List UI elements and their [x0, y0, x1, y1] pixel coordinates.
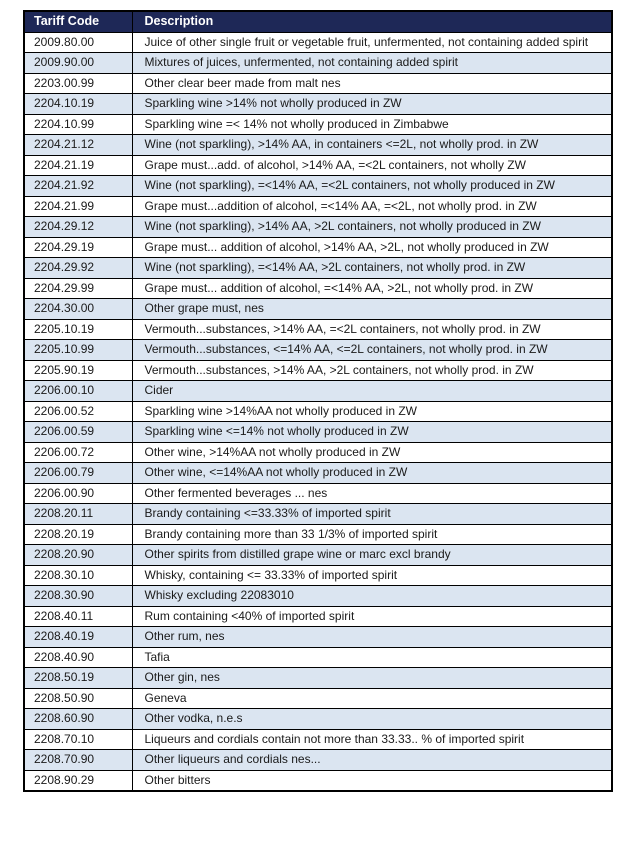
table-row: [24, 381, 612, 402]
tariff-code-cell: 2204.10.19: [24, 94, 132, 115]
tariff-code-cell: 2205.90.19: [24, 360, 132, 381]
description-cell: Sparkling wine =< 14% not wholly produced in Zimbabwe: [132, 114, 612, 135]
tariff-code-cell: 2208.70.90: [24, 750, 132, 771]
description-cell: Vermouth...substances, >14% AA, >2L containers, not wholly prod. in ZW: [132, 360, 612, 381]
tariff-code-cell: 2208.70.10: [24, 729, 132, 750]
table-row: [24, 258, 612, 279]
description-cell: Tafia: [132, 647, 612, 668]
tariff-code-cell: 2208.40.90: [24, 647, 132, 668]
table-row: [24, 545, 612, 566]
table-row: [24, 360, 612, 381]
table-row: [24, 73, 612, 94]
description-cell: Rum containing <40% of imported spirit: [132, 606, 612, 627]
description-cell: Liqueurs and cordials contain not more than 33.33.. % of imported spirit: [132, 729, 612, 750]
table-row: [24, 729, 612, 750]
tariff-code-cell: 2204.29.12: [24, 217, 132, 238]
tariff-code-cell: 2208.30.90: [24, 586, 132, 607]
description-cell: Cider: [132, 381, 612, 402]
tariff-code-cell: 2205.10.99: [24, 340, 132, 361]
table-row: [24, 750, 612, 771]
tariff-code-cell: 2206.00.59: [24, 422, 132, 443]
table-body: [24, 32, 612, 791]
table-row: [24, 770, 612, 791]
tariff-code-cell: 2206.00.90: [24, 483, 132, 504]
table-row: [24, 688, 612, 709]
table-row: [24, 422, 612, 443]
description-cell: Brandy containing more than 33 1/3% of imported spirit: [132, 524, 612, 545]
tariff-code-cell: 2208.30.10: [24, 565, 132, 586]
tariff-code-cell: 2204.21.99: [24, 196, 132, 217]
table-row: [24, 196, 612, 217]
tariff-code-cell: 2204.21.19: [24, 155, 132, 176]
tariff-code-cell: 2206.00.72: [24, 442, 132, 463]
description-cell: Other wine, <=14%AA not wholly produced in ZW: [132, 463, 612, 484]
table-row: [24, 278, 612, 299]
description-cell: Other spirits from distilled grape wine or marc excl brandy: [132, 545, 612, 566]
description-cell: Other grape must, nes: [132, 299, 612, 320]
tariff-code-cell: 2208.40.11: [24, 606, 132, 627]
tariff-code-cell: 2208.20.11: [24, 504, 132, 525]
table-row: [24, 627, 612, 648]
table-row: [24, 53, 612, 74]
table-row: [24, 463, 612, 484]
tariff-code-cell: 2204.29.92: [24, 258, 132, 279]
description-cell: Sparkling wine <=14% not wholly produced in ZW: [132, 422, 612, 443]
description-cell: Wine (not sparkling), =<14% AA, =<2L containers, not wholly produced in ZW: [132, 176, 612, 197]
description-cell: Juice of other single fruit or vegetable fruit, unfermented, not containing added spirit: [132, 32, 612, 53]
table-row: [24, 586, 612, 607]
table-row: [24, 114, 612, 135]
table-row: [24, 504, 612, 525]
tariff-code-cell: 2204.29.99: [24, 278, 132, 299]
tariff-code-cell: 2208.60.90: [24, 709, 132, 730]
table-header: [24, 11, 612, 32]
description-cell: Other clear beer made from malt nes: [132, 73, 612, 94]
tariff-code-cell: 2009.80.00: [24, 32, 132, 53]
table-row: [24, 237, 612, 258]
tariff-codes-table: [23, 10, 613, 792]
table-row: [24, 217, 612, 238]
tariff-code-cell: 2206.00.79: [24, 463, 132, 484]
description-cell: Other liqueurs and cordials nes...: [132, 750, 612, 771]
table-row: [24, 32, 612, 53]
table-row: [24, 565, 612, 586]
tariff-code-cell: 2009.90.00: [24, 53, 132, 74]
description-cell: Whisky excluding 22083010: [132, 586, 612, 607]
tariff-code-cell: 2208.20.19: [24, 524, 132, 545]
table-row: [24, 524, 612, 545]
tariff-code-cell: 2205.10.19: [24, 319, 132, 340]
table-row: [24, 606, 612, 627]
description-cell: Sparkling wine >14% not wholly produced in ZW: [132, 94, 612, 115]
table-row: [24, 483, 612, 504]
description-cell: Wine (not sparkling), >14% AA, in containers <=2L, not wholly prod. in ZW: [132, 135, 612, 156]
table-row: [24, 135, 612, 156]
table-row: [24, 319, 612, 340]
description-cell: Sparkling wine >14%AA not wholly produced in ZW: [132, 401, 612, 422]
table-row: [24, 401, 612, 422]
tariff-code-cell: 2206.00.52: [24, 401, 132, 422]
description-cell: Other bitters: [132, 770, 612, 791]
tariff-code-cell: 2206.00.10: [24, 381, 132, 402]
column-header-tariff-code: Tariff Code: [24, 11, 132, 32]
description-cell: Mixtures of juices, unfermented, not containing added spirit: [132, 53, 612, 74]
description-cell: Whisky, containing <= 33.33% of imported spirit: [132, 565, 612, 586]
description-cell: Other gin, nes: [132, 668, 612, 689]
tariff-code-cell: 2208.20.90: [24, 545, 132, 566]
column-header-description: Description: [132, 11, 612, 32]
tariff-code-cell: 2208.50.90: [24, 688, 132, 709]
description-cell: Other rum, nes: [132, 627, 612, 648]
tariff-code-cell: 2204.30.00: [24, 299, 132, 320]
table-row: [24, 155, 612, 176]
table-row: [24, 647, 612, 668]
table-row: [24, 299, 612, 320]
tariff-code-cell: 2204.21.92: [24, 176, 132, 197]
tariff-code-cell: 2208.50.19: [24, 668, 132, 689]
header-row: [24, 11, 612, 32]
table-row: [24, 176, 612, 197]
table-row: [24, 442, 612, 463]
description-cell: Other vodka, n.e.s: [132, 709, 612, 730]
tariff-code-cell: 2204.21.12: [24, 135, 132, 156]
table-row: [24, 668, 612, 689]
description-cell: Other wine, >14%AA not wholly produced in ZW: [132, 442, 612, 463]
table-row: [24, 340, 612, 361]
tariff-code-cell: 2204.10.99: [24, 114, 132, 135]
table-row: [24, 709, 612, 730]
table-row: [24, 94, 612, 115]
description-cell: Grape must... addition of alcohol, >14% AA, >2L, not wholly produced in ZW: [132, 237, 612, 258]
tariff-code-cell: 2208.90.29: [24, 770, 132, 791]
description-cell: Wine (not sparkling), =<14% AA, >2L containers, not wholly prod. in ZW: [132, 258, 612, 279]
tariff-code-cell: 2203.00.99: [24, 73, 132, 94]
description-cell: Brandy containing <=33.33% of imported spirit: [132, 504, 612, 525]
description-cell: Grape must...add. of alcohol, >14% AA, =<2L containers, not wholly ZW: [132, 155, 612, 176]
tariff-code-cell: 2204.29.19: [24, 237, 132, 258]
description-cell: Wine (not sparkling), >14% AA, >2L containers, not wholly produced in ZW: [132, 217, 612, 238]
description-cell: Grape must... addition of alcohol, =<14% AA, >2L, not wholly prod. in ZW: [132, 278, 612, 299]
description-cell: Vermouth...substances, <=14% AA, <=2L containers, not wholly prod. in ZW: [132, 340, 612, 361]
description-cell: Other fermented beverages ... nes: [132, 483, 612, 504]
description-cell: Geneva: [132, 688, 612, 709]
tariff-code-cell: 2208.40.19: [24, 627, 132, 648]
description-cell: Grape must...addition of alcohol, =<14% AA, =<2L, not wholly prod. in ZW: [132, 196, 612, 217]
description-cell: Vermouth...substances, >14% AA, =<2L containers, not wholly prod. in ZW: [132, 319, 612, 340]
